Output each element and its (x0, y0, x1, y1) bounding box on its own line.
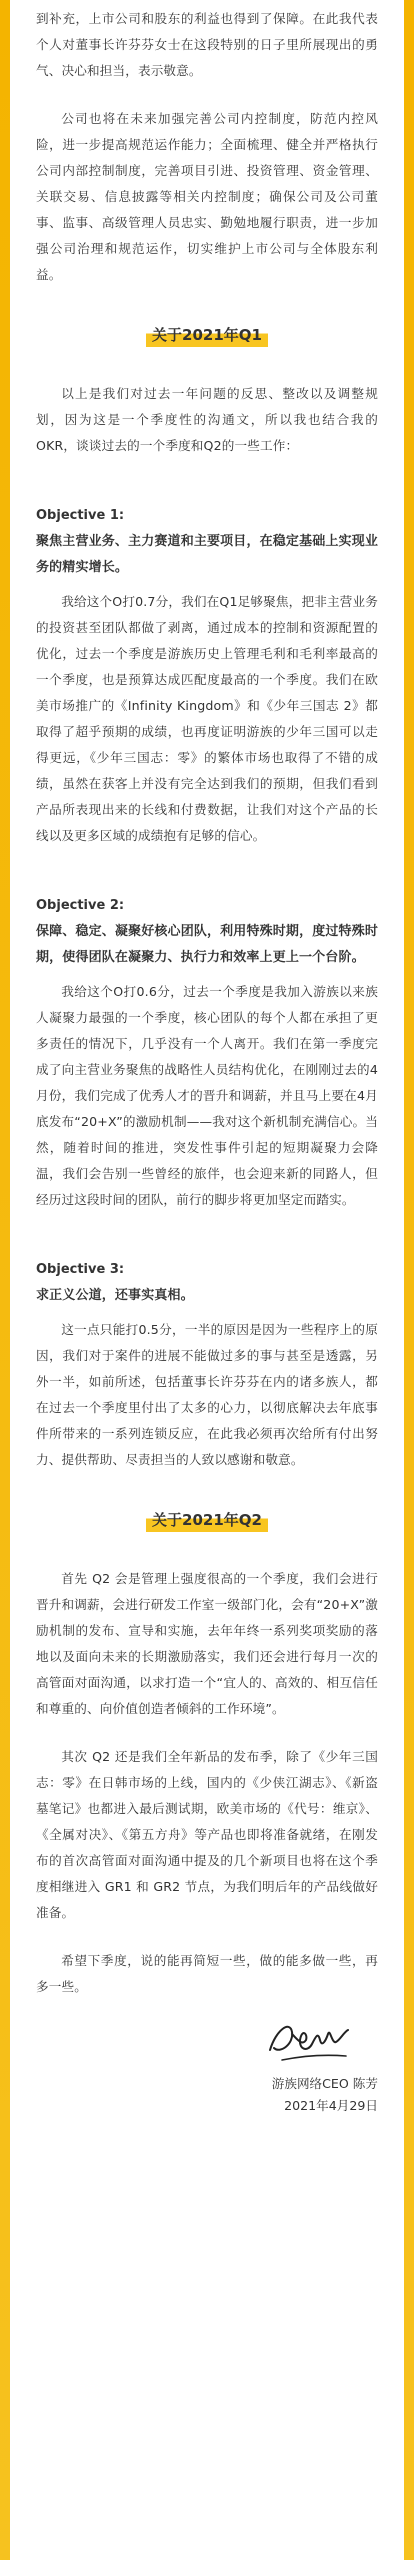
intro-tail-paragraph: 到补充，上市公司和股东的利益也得到了保障。在此我代表个人对董事长许芬芬女士在这段特别的日子里所展现出的勇气、决心和担当，表示敬意。 (36, 11, 378, 78)
objective-1-title: Objective 1: (36, 508, 125, 523)
q1-intro-paragraph: 以上是我们对过去一年问题的反思、整改以及调整规划，因为这是一个季度性的沟通文，所以我也结合我的OKR，谈谈过去的一个季度和Q2的一些工作： (36, 386, 378, 453)
author-signature-line: 游族网络CEO 陈芳 (271, 2076, 378, 2091)
internal-control-paragraph: 公司也将在未来加强完善公司内控制度，防范内控风险，进一步提高规范运作能力；全面梳理、健全并严格执行公司内部控制制度，完善项目引进、投资管理、资金管理、关联交易、信息披露等相关内控制度；确保公司及公司董事、监事、高级管理人员忠实、勤勉地履行职责，进一步加强公司治理和规范运作，切实维护上市公司与全体股东利益。 (36, 111, 378, 282)
objective-2-body: 我给这个O打0.6分，过去一个季度是我加入游族以来族人凝聚力最强的一个季度，核心团队的每个人都在承担了更多责任的情况下，几乎没有一个人离开。我们在第一季度完成了向主营业务聚焦的战略性人员结构优化，在刚刚过去的4月份，我们完成了优秀人才的晋升和调薪，并且马上要在4月底发布“20+X”的激励机制——我对这个新机制充满信心。当然，随着时间的推进，突发性事件引起的短期凝聚力会降温，我们会告别一些曾经的旅伴，也会迎来新的同路人，但经历过这段时间的团队，前行的脚步将更加坚定而踏实。 (36, 984, 378, 1207)
article-body (10, 0, 404, 2560)
objective-3-headline: 求正义公道，还事实真相。 (36, 1288, 194, 1303)
objective-1-headline: 聚焦主营业务、主力赛道和主要项目，在稳定基础上实现业务的精实增长。 (36, 534, 378, 575)
objective-3-body: 这一点只能打0.5分，一半的原因是因为一些程序上的原因，我们对于案件的进展不能做过多的事与甚至是透露，另外一半，如前所述，包括董事长许芬芬在内的诸多族人，都在过去一个季度里付出了太多的心力，以彻底解决去年底事件所带来的一系列连锁反应，在此我必须再次给所有付出努力、提供帮助、尽责担当的人致以感谢和敬意。 (36, 1322, 378, 1467)
section-title-q2: 关于2021年Q2 (146, 1507, 268, 1532)
q2-paragraph-1: 首先 Q2 会是管理上强度很高的一个季度，我们会进行晋升和调薪，会进行研发工作室一级部门化，会有“20+X”激励机制的发布、宣导和实施，去年年终一系列奖项奖励的落地以及面向未来的长期激励落实，我们还会进行每月一次的高管面对面沟通，以求打造一个“宜人的、高效的、相互信任和尊重的、向价值创造者倾斜的工作环境”。 (36, 1571, 378, 1716)
q2-paragraph-3: 希望下季度，说的能再简短一些，做的能多做一些，再多一些。 (36, 1953, 378, 1994)
handwritten-signature-icon (262, 2010, 352, 2066)
section-title-q1: 关于2021年Q1 (146, 322, 268, 347)
objective-1-body: 我给这个O打0.7分，我们在Q1足够聚焦，把非主营业务的投资甚至团队都做了剥离，通过成本的控制和资源配置的优化，过去一个季度是游族历史上管理毛利和毛利率最高的一个季度，也是预算达成匹配度最高的一个季度。我们在欧美市场推广的《Infinity Kingdom》和《少年三国志 2》都取得了超乎预期的成绩，也再度证明游族的少年三国可以走得更远，《少年三国志：零》的繁体市场也取得了不错的成绩，虽然在获客上并没有完全达到我们的预期，但我们看到产品所表现出来的长线和付费数据，让我们对这个产品的长线以及更多区域的成绩抱有足够的信心。 (36, 594, 378, 843)
left-accent-border (0, 0, 10, 2560)
signature-date: 2021年4月29日 (284, 2098, 378, 2113)
objective-3-title: Objective 3: (36, 1262, 125, 1277)
objective-2-headline: 保障、稳定、凝聚好核心团队，利用特殊时期，度过特殊时期，使得团队在凝聚力、执行力和效率上更上一个台阶。 (36, 924, 378, 965)
q2-paragraph-2: 其次 Q2 还是我们全年新品的发布季，除了《少年三国志：零》在日韩市场的上线，国内的《少侠江湖志》、《新盗墓笔记》也都进入最后测试期，欧美市场的《代号：维京》、《全属对决》、《第五方舟》等产品也即将准备就绪，在刚发布的首次高管面对面沟通中提及的几个新项目也将在这个季度相继进入 GR1 和 GR2 节点，为我们明后年的产品线做好准备。 (36, 1749, 378, 1920)
signature-block (36, 2000, 378, 2140)
right-accent-border (404, 0, 414, 2560)
objective-2-title: Objective 2: (36, 898, 125, 913)
